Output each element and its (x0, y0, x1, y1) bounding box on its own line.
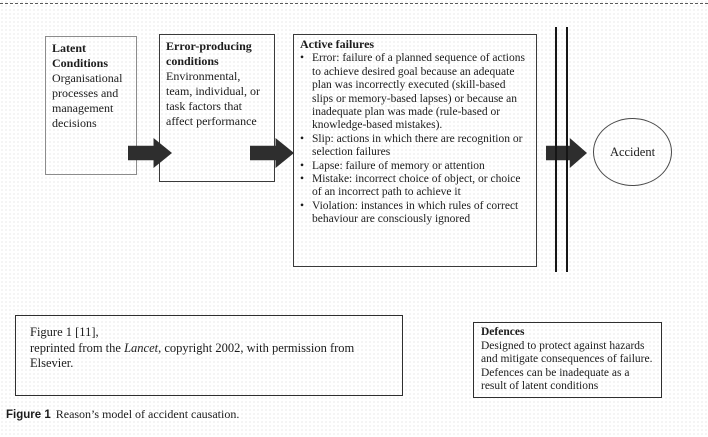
attribution-line1: Figure 1 [11], (30, 325, 99, 339)
defence-barrier-line (555, 27, 557, 272)
journal-name: Lancet (124, 340, 159, 355)
attribution-box (15, 315, 403, 396)
attribution-line3: Elsevier. (30, 356, 74, 370)
latent-conditions-title: Latent Conditions (52, 41, 109, 70)
bullet-icon: • (300, 132, 305, 145)
defences-box (473, 322, 662, 398)
latent-conditions-box (45, 36, 137, 175)
defences-body: Designed to protect against hazards and mitigate consequences of failure. Defences can be inadequate as a result of latent conditions (481, 339, 653, 393)
bullet-icon: • (300, 159, 305, 172)
error-producing-title: Error-producing conditions (166, 39, 252, 68)
bullet-icon: • (300, 173, 305, 186)
top-dashed-rule (0, 3, 708, 4)
bullet-icon: • (300, 52, 305, 65)
active-failures-bullet-mistake: • Mistake: incorrect choice of object, or choice of an incorrect path to achieve it (300, 173, 521, 199)
active-failures-bullet-slip: • Slip: actions in which there are recognition or selection failures (300, 132, 523, 159)
active-failures-bullet-lapse: • Lapse: failure of memory or attention (300, 159, 485, 172)
defences-title: Defences (481, 326, 525, 338)
error-producing-body: Environmental, team, individual, or task factors that affect performance (166, 69, 260, 128)
accident-ellipse (593, 118, 672, 186)
bullet-icon: • (300, 199, 305, 212)
active-failures-bullet-error: • Error: failure of a planned sequence of actions to achieve desired goal because an adequate plan was incorrectly executed (skill-based slips or memory-based lapses) or because an inadequate plan was made (rule-based or knowledge-based mistakes). (300, 52, 525, 132)
figure-caption-text: Reason’s model of accident causation. (55, 407, 240, 421)
defence-barrier-line (566, 27, 568, 272)
attribution-line2: reprinted from the Lancet, copyright 2002, with permission from (30, 340, 355, 355)
active-failures-title: Active failures (300, 37, 375, 51)
accident-label: Accident (609, 144, 656, 159)
active-failures-bullet-violation: • Violation: instances in which rules of correct behaviour are consciously ignored (300, 199, 519, 226)
figure-caption (6, 407, 239, 422)
latent-conditions-body: Organisational processes and management decisions (52, 71, 123, 130)
figure-caption-label: Figure 1 (6, 409, 51, 421)
active-failures-box (293, 34, 537, 267)
